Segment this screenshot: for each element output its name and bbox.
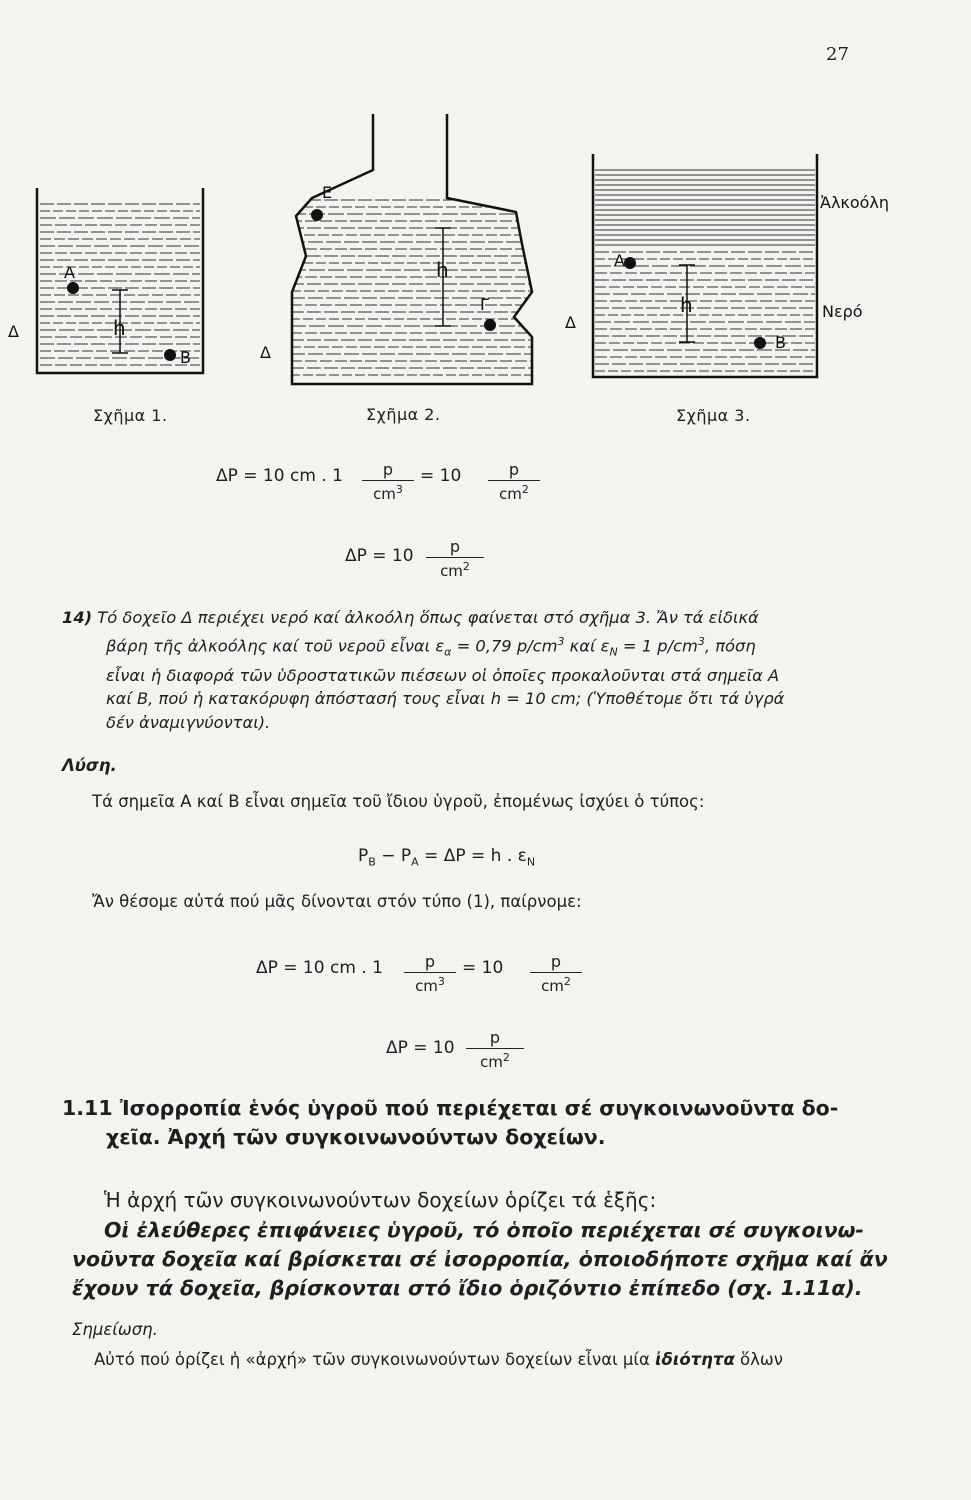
formula-bottom-line2: ΔP = 10 <box>386 1038 455 1058</box>
figure-1 <box>0 180 240 390</box>
principle-line3: ἔχουν τά δοχεῖα, βρίσκονται στό ἴδιο ὁριζόντιο ἐπίπεδο (σχ. 1.11α). <box>72 1276 863 1300</box>
fraction-denominator: $cm^2$ <box>440 560 470 580</box>
section-title-line1: 1.11 Ἰσορροπία ἑνός ὑγροῦ πού περιέχεται σέ συγκοινωνοῦντα δο- <box>62 1096 839 1120</box>
point-e-dot <box>311 209 323 221</box>
label-h: h <box>113 316 126 340</box>
problem-line4: καί B, πού ἡ κατακόρυφη ἀπόστασή τους εἶναι h = 10 cm; (Ὑποθέτομε ὅτι τά ὑγρά <box>106 689 785 709</box>
solution-text2: Ἄν θέσομε αὐτά πού μᾶς δίνονται στόν τύπο (1), παίρνομε: <box>92 892 582 911</box>
label-b: B <box>775 333 786 352</box>
solution-label: Λύση. <box>62 756 117 775</box>
fraction-denominator: $cm^3$ <box>415 975 445 995</box>
fraction-denominator: $cm^3$ <box>373 483 403 503</box>
fraction-numerator: p <box>489 1028 501 1047</box>
note-text: Αὐτό πού ὁρίζει ἡ «ἀρχή» τῶν συγκοινωνούντων δοχείων εἶναι μία ἰδιότητα ὅλων <box>94 1350 783 1369</box>
fraction-denominator: $cm^2$ <box>499 483 529 503</box>
solution-text1: Τά σημεῖα A καί B εἶναι σημεῖα τοῦ ἴδιου ὑγροῦ, ἐπομένως ἰσχύει ὁ τύπος: <box>92 792 705 811</box>
fraction-denominator: $cm^2$ <box>480 1051 510 1071</box>
section-intro: Ἡ ἀρχή τῶν συγκοινωνούντων δοχείων ὁρίζει τά ἑξῆς: <box>104 1188 657 1212</box>
label-g: Γ <box>480 295 489 314</box>
principle-statement <box>72 1216 892 1303</box>
label-delta: Δ <box>260 343 271 362</box>
label-water: Νερό <box>822 302 863 321</box>
figure-1-caption: Σχῆμα 1. <box>93 406 168 425</box>
formula-top-line1 <box>216 466 343 486</box>
figure-3 <box>560 150 910 385</box>
section-title <box>62 1094 882 1152</box>
label-e: E <box>322 183 333 202</box>
point-a-dot <box>624 257 636 269</box>
water-layer <box>595 252 815 371</box>
label-delta: Δ <box>565 313 576 332</box>
section-title-line2: χεῖα. Ἀρχή τῶν συγκοινωνούντων δοχείων. <box>106 1125 606 1149</box>
fraction-denominator: $cm^2$ <box>541 975 571 995</box>
principle-line2: νοῦντα δοχεῖα καί βρίσκεται σέ ἰσορροπία, ὁποιοδήποτε σχῆμα καί ἄν <box>72 1247 888 1271</box>
formula-bottom-line1: ΔP = 10 cm . 1 <box>256 958 383 978</box>
problem-14 <box>62 606 882 734</box>
point-b-dot <box>754 337 766 349</box>
figure-2 <box>250 104 560 389</box>
problem-line3: εἶναι ἡ διαφορά τῶν ὑδροστατικῶν πιέσεων οἱ ὁποῖες προκαλοῦνται στά σημεῖα A <box>106 665 780 685</box>
point-g-dot <box>484 319 496 331</box>
label-delta: Δ <box>8 322 19 341</box>
label-h: h <box>680 293 693 317</box>
problem-line5: δέν ἀναμιγνύονται). <box>106 712 271 732</box>
formula-mid: = 10 <box>462 958 504 978</box>
problem-number: 14) <box>62 608 93 627</box>
label-b: B <box>180 348 191 367</box>
principle-line1: Οἱ ἐλεύθερες ἐπιφάνειες ὑγροῦ, τό ὁποῖο περιέχεται σέ συγκοινω- <box>104 1218 864 1242</box>
label-alcohol: Ἀλκοόλη <box>820 193 890 212</box>
fraction-numerator: p <box>508 460 520 479</box>
problem-line2: βάρη τῆς ἀλκοόλης καί τοῦ νεροῦ εἶναι $\varepsilon_\alpha = 0,79$ $p/cm^3$ καί $\varepsilon_N = 1$ $p/cm^3$, πόση <box>106 634 756 659</box>
formula-pb-pa: $P_B - P_A = \Delta P = h$ . $\varepsilon_N$ <box>358 846 536 869</box>
formula-lhs: ΔP = 10 cm . 1 <box>216 466 343 486</box>
figure-3-caption: Σχῆμα 3. <box>676 406 751 425</box>
point-b-dot <box>164 349 176 361</box>
formula-top-line2: ΔP = 10 <box>345 546 414 566</box>
problem-line1: Τό δοχεῖο Δ περιέχει νερό καί ἀλκοόλη ὅπως φαίνεται στό σχῆμα 3. Ἄν τά εἰδικά <box>97 608 759 627</box>
fraction-numerator: p <box>449 537 461 556</box>
label-a: A <box>614 251 625 270</box>
figure-2-caption: Σχῆμα 2. <box>366 405 441 424</box>
label-a: A <box>64 263 75 282</box>
label-h: h <box>436 258 449 282</box>
point-a-dot <box>67 282 79 294</box>
page-number: 27 <box>826 44 849 65</box>
formula-mid: = 10 <box>420 466 462 486</box>
alcohol-layer <box>595 170 815 245</box>
note-label: Σημείωση. <box>72 1320 158 1339</box>
fraction-numerator: p <box>550 952 562 971</box>
fraction-numerator: p <box>382 460 394 479</box>
fraction-numerator: p <box>424 952 436 971</box>
